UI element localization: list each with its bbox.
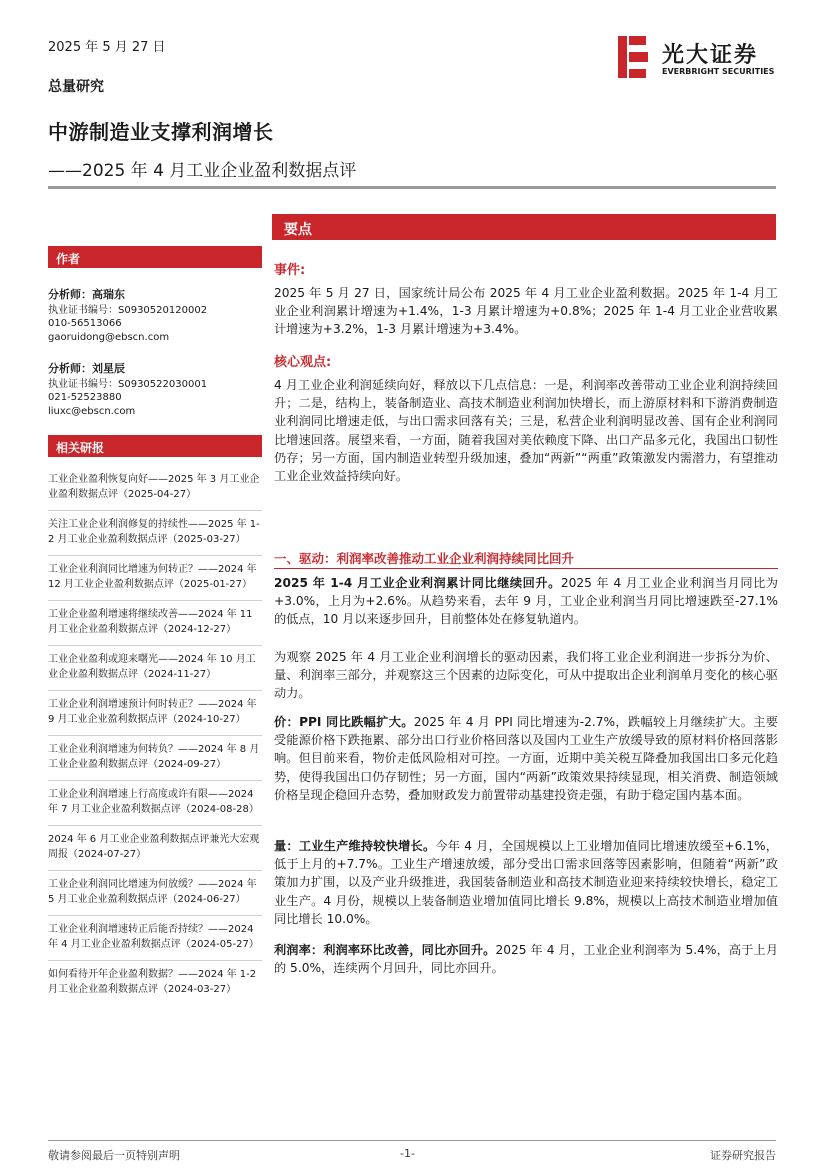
author-heading: 作者 — [48, 246, 262, 268]
page-number: -1- — [400, 1147, 415, 1160]
analyst-card — [48, 288, 262, 344]
section-heading: 一、驱动：利润率改善推动工业企业利润持续同比回升 — [274, 551, 575, 566]
body-paragraph: 为观察 2025 年 4 月工业企业利润增长的驱动因素，我们将工业企业利润进一步拆分为价、量、利润率三部分，并观察这三个因素的边际变化，可从中提取出企业利润单月变化的核心驱动力。 — [274, 650, 778, 701]
analyst-phone: 010-56513066 — [48, 318, 122, 329]
body-paragraph — [274, 941, 778, 977]
footer-report-type: 证券研究报告 — [710, 1149, 776, 1162]
related-research-item[interactable]: 2024 年 6 月工业企业盈利数据点评兼光大宏观周报（2024-07-27） — [48, 826, 262, 871]
report-date: 2025 年 5 月 27 日 — [48, 40, 166, 55]
paragraph-lead: 2025 年 1-4 月工业企业利润累计同比继续回升。 — [274, 576, 561, 590]
related-research-item[interactable]: 如何看待开年企业盈利数据？——2024 年 1-2 月工业企业盈利数据点评（2024-03-27） — [48, 969, 257, 995]
logo-english-name: EVERBRIGHT SECURITIES — [662, 67, 775, 76]
paragraph-text: 2025 年 4 月 PPI 同比增速为-2.7%，跌幅较上月继续扩大。主要受能源价格下跌拖累、部分出口行业价格回落以及国内工业生产放缓导致的原材料价格回落影响。但目前来看，物价走低风险相对可控。一方面，近期中美关税互降叠加我国出口多元化趋势，使得我国出口仍存韧性；另一方面，国内“两新”政策效果持续显现，相关消费、制造领域价格呈现企稳回升态势，叠加财政发力前置带动基建投资走强，有助于稳定国内基本面。 — [274, 715, 778, 802]
event-heading: 事件: — [274, 263, 306, 278]
related-research-item[interactable]: 工业企业利润增速转正后能否持续？——2024 年 4 月工业企业盈利数据点评（2024-05-27） — [48, 916, 262, 961]
related-research-item[interactable]: 工业企业利润增速上行高度或许有限——2024 年 7 月工业企业盈利数据点评（2024-08-28） — [48, 781, 262, 826]
paragraph-text: 2025 年 4 月，工业企业利润率为 5.4%，高于上月的 5.0%，连续两个月回升，同比亦回升。 — [274, 943, 779, 976]
key-points-banner — [272, 214, 776, 240]
analyst-phone: 021-52523880 — [48, 392, 122, 403]
analyst-card — [48, 362, 262, 418]
related-research-item[interactable]: 关注工业企业利润修复的持续性——2025 年 1-2 月工业企业盈利数据点评（2025-03-27） — [48, 511, 262, 556]
key-points-label: 要点 — [284, 222, 312, 238]
paragraph-lead: 量：工业生产维持较快增长。 — [274, 839, 436, 853]
related-research-item[interactable]: 工业企业盈利恢复向好——2025 年 3 月工业企业盈利数据点评（2025-04-27） — [48, 466, 262, 511]
related-research-list — [48, 466, 262, 1005]
section-divider — [274, 568, 778, 569]
report-category: 总量研究 — [48, 79, 104, 95]
related-research-item[interactable]: 工业企业利润同比增速为何转正？——2024 年 12 月工业企业盈利数据点评（2025-01-27） — [48, 556, 262, 601]
analyst-email[interactable]: gaoruidong@ebscn.com — [48, 331, 170, 343]
core-view-heading: 核心观点: — [274, 355, 332, 370]
report-title: 中游制造业支撑利润增长 — [48, 120, 274, 144]
related-research-heading: 相关研报 — [48, 435, 262, 457]
related-research-item[interactable]: 工业企业盈利增速将继续改善——2024 年 11 月工业企业盈利数据点评（2024-12-27） — [48, 601, 262, 646]
related-research-item[interactable]: 工业企业利润同比增速为何放缓？——2024 年 5 月工业企业盈利数据点评（2024-06-27） — [48, 871, 262, 916]
footer-disclaimer: 敬请参阅最后一页特别声明 — [48, 1149, 180, 1162]
logo-name: 光大证券 — [662, 43, 759, 68]
paragraph-text: 今年 4 月，全国规模以上工业增加值同比增速放缓至+6.1%，低于上月的+7.7%。工业生产增速放缓，部分受出口需求回落等因素影响，但随着“两新”政策加力扩围，以及产业升级推进，我国装备制造业和高技术制造业迎来持续较快增长，稳定工业生产。4 月份，规模以上装备制造业增加值同比增长 9.8%，规模以上高技术制造业增加值同比增长 10.0%。 — [274, 839, 778, 926]
body-paragraph — [274, 713, 778, 804]
analyst-cert: 执业证书编号：S0930520120002 — [48, 304, 208, 316]
title-divider — [48, 186, 776, 189]
everbright-logo-icon — [618, 36, 648, 78]
paragraph-lead: 利润率：利润率环比改善，同比亦回升。 — [274, 943, 496, 957]
related-research-item[interactable]: 工业企业利润增速预计何时转正？——2024 年 9 月工业企业盈利数据点评（2024-10-27） — [48, 691, 262, 736]
paragraph-text: 2025 年 4 月工业企业利润当月同比为+3.0%，上月为+2.6%。从趋势来看，去年 9 月，工业企业利润当月同比增速跌至-27.1%的低点，10 月以来逐步回升，目前整体处在修复轨道内。 — [274, 576, 778, 627]
related-research-item[interactable]: 工业企业利润增速为何转负？——2024 年 8 月工业企业盈利数据点评（2024-09-27） — [48, 736, 262, 781]
company-logo — [618, 36, 778, 82]
analyst-name: 分析师：刘星辰 — [48, 362, 125, 375]
paragraph-lead: 价：PPI 同比跌幅扩大。 — [274, 715, 414, 729]
report-subtitle: ——2025 年 4 月工业企业盈利数据点评 — [48, 161, 357, 181]
related-research-item[interactable]: 工业企业盈利或迎来曙光——2024 年 10 月工业企业盈利数据点评（2024-11-27） — [48, 646, 262, 691]
body-paragraph — [274, 574, 778, 629]
analyst-email[interactable]: liuxc@ebscn.com — [48, 405, 136, 417]
footer-divider — [48, 1140, 776, 1141]
body-paragraph — [274, 837, 778, 928]
analyst-cert: 执业证书编号：S0930522030001 — [48, 378, 208, 390]
analyst-name: 分析师：高瑞东 — [48, 288, 125, 301]
event-paragraph: 2025 年 5 月 27 日，国家统计局公布 2025 年 4 月工业企业盈利数据。2025 年 1-4 月工业企业利润累计增速为+1.4%，1-3 月累计增速为+0.8%；2025 年 1-4 月工业企业营收累计增速为+3.2%，1-3 月累计增速为+3.4%。 — [274, 286, 778, 337]
core-view-paragraph: 4 月工业企业利润延续向好，释放以下几点信息：一是，利润率改善带动工业企业利润持续回升；二是，结构上，装备制造业、高技术制造业利润加快增长，而上游原材料和下游消费制造业利润同比增速走低，与出口需求回落有关；三是，私营企业利润明显改善、国有企业利润同比增速回落。展望来看，一方面，随着我国对美依赖度下降、出口产品多元化，我国出口韧性仍存；另一方面，国内制造业转型升级加速，叠加“两新”“两重”政策激发内需潜力，有望推动工业企业效益持续向好。 — [274, 378, 778, 484]
